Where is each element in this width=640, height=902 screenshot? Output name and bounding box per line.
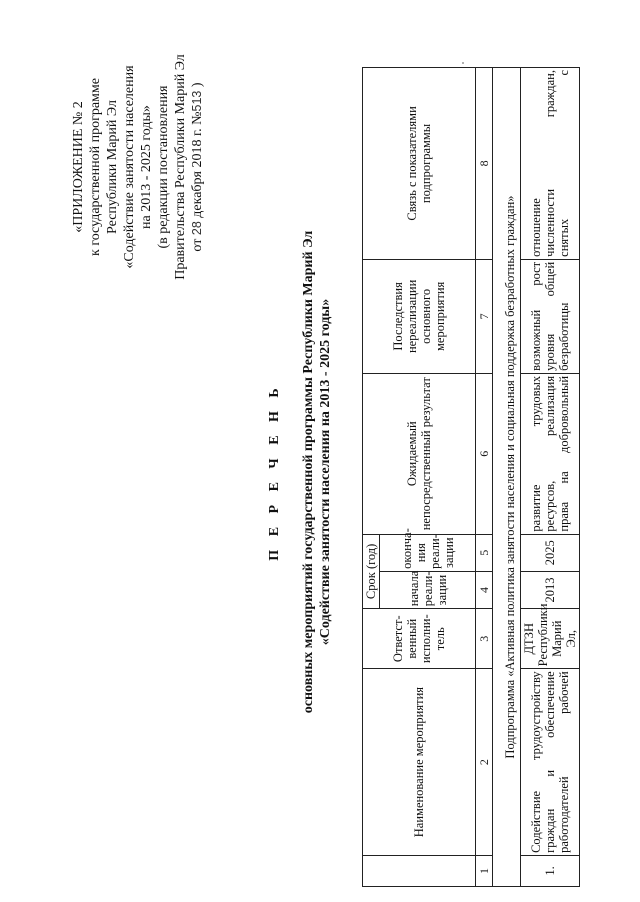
header-line: «ПРИЛОЖЕНИЕ № 2 xyxy=(71,101,86,233)
header-link: Связь с показателями подпрограммы xyxy=(363,68,476,260)
column-number-row xyxy=(476,68,493,887)
measures-table xyxy=(362,67,580,887)
column-number: 6 xyxy=(476,373,493,534)
table-header-row xyxy=(363,68,380,887)
column-number: 4 xyxy=(476,571,493,608)
appendix-header xyxy=(70,42,206,292)
header-line: на 2013 - 2025 годы» xyxy=(139,105,154,229)
header-line: (в редакции постановления xyxy=(156,85,171,249)
row-result-line: развитие трудовых xyxy=(529,375,543,532)
row-start: 2013 xyxy=(521,571,580,608)
header-name: Наименование мероприятия xyxy=(363,669,476,856)
row-number: 1. xyxy=(521,855,580,886)
header-end: оконча-ния реали-зации xyxy=(380,534,476,571)
date-number: 513 xyxy=(190,90,204,112)
row-link-line: снятых с xyxy=(557,70,571,257)
date-suffix: ) xyxy=(190,82,205,88)
date-prefix: от xyxy=(190,238,205,252)
row-consequences-line: безработицы xyxy=(557,302,571,371)
date-month-year: декабря 2018 г. № xyxy=(190,111,205,218)
row-executor xyxy=(521,603,580,669)
column-number: 5 xyxy=(476,534,493,571)
row-executor-line: Республики xyxy=(536,603,550,667)
header-date-line xyxy=(189,42,206,292)
header-term: Срок (год) xyxy=(363,534,380,609)
row-consequences-line: уровня общей xyxy=(543,261,557,371)
row-link-line: отношение xyxy=(529,198,543,257)
subprogram-title: Подпрограмма «Активная политика занятости населения и социальная поддержка безработных граждан» xyxy=(493,68,521,887)
column-number: 1 xyxy=(476,855,493,886)
row-end: 2025 xyxy=(521,534,580,571)
row-link-line: численности граждан, xyxy=(543,70,557,257)
row-name-line: граждан и обеспечение xyxy=(543,671,557,853)
row-result-line: ресурсов, реализация xyxy=(543,375,557,532)
header-consequences: Последствия нереализации основного мероприятия xyxy=(363,259,476,373)
header-col-1 xyxy=(363,855,476,886)
header-start: начала реали-зации xyxy=(380,571,476,608)
column-number: 8 xyxy=(476,68,493,260)
column-number: 2 xyxy=(476,669,493,856)
row-name-line: Содействие трудоустройству xyxy=(529,671,543,853)
column-number: 7 xyxy=(476,259,493,373)
row-name xyxy=(521,669,580,856)
subprogram-row xyxy=(493,68,521,887)
perechen-heading: П Е Р Е Ч Е Н Ь xyxy=(267,383,282,561)
header-line: «Содействие занятости населения xyxy=(122,65,137,269)
table-row xyxy=(521,68,580,887)
row-executor-line: ДТЗН xyxy=(522,623,536,655)
row-result xyxy=(521,373,580,534)
row-name-line: работодателей рабочей xyxy=(557,671,571,853)
header-line: Правительства Республики Марий Эл xyxy=(173,54,188,280)
document-title xyxy=(266,212,334,732)
header-line: к государственной программе xyxy=(88,78,103,256)
title-line-1: основных мероприятий государственной программы Республики Марий Эл xyxy=(301,230,316,714)
date-day: 28 xyxy=(190,221,204,236)
title-line-2: «Содействие занятости населения на 2013 - 2025 годы» xyxy=(318,298,333,646)
header-executor: Ответст-венный исполни-тель xyxy=(363,609,476,669)
row-link xyxy=(521,68,580,260)
row-executor-line: Марий Эл, xyxy=(550,620,578,657)
row-consequences xyxy=(521,259,580,373)
header-result: Ожидаемый непосредственный результат xyxy=(363,373,476,534)
row-consequences-line: возможный рост xyxy=(529,261,543,371)
row-result-line: права на добровольный xyxy=(557,375,571,532)
header-line: Республики Марий Эл xyxy=(105,100,120,234)
column-number: 3 xyxy=(476,609,493,669)
